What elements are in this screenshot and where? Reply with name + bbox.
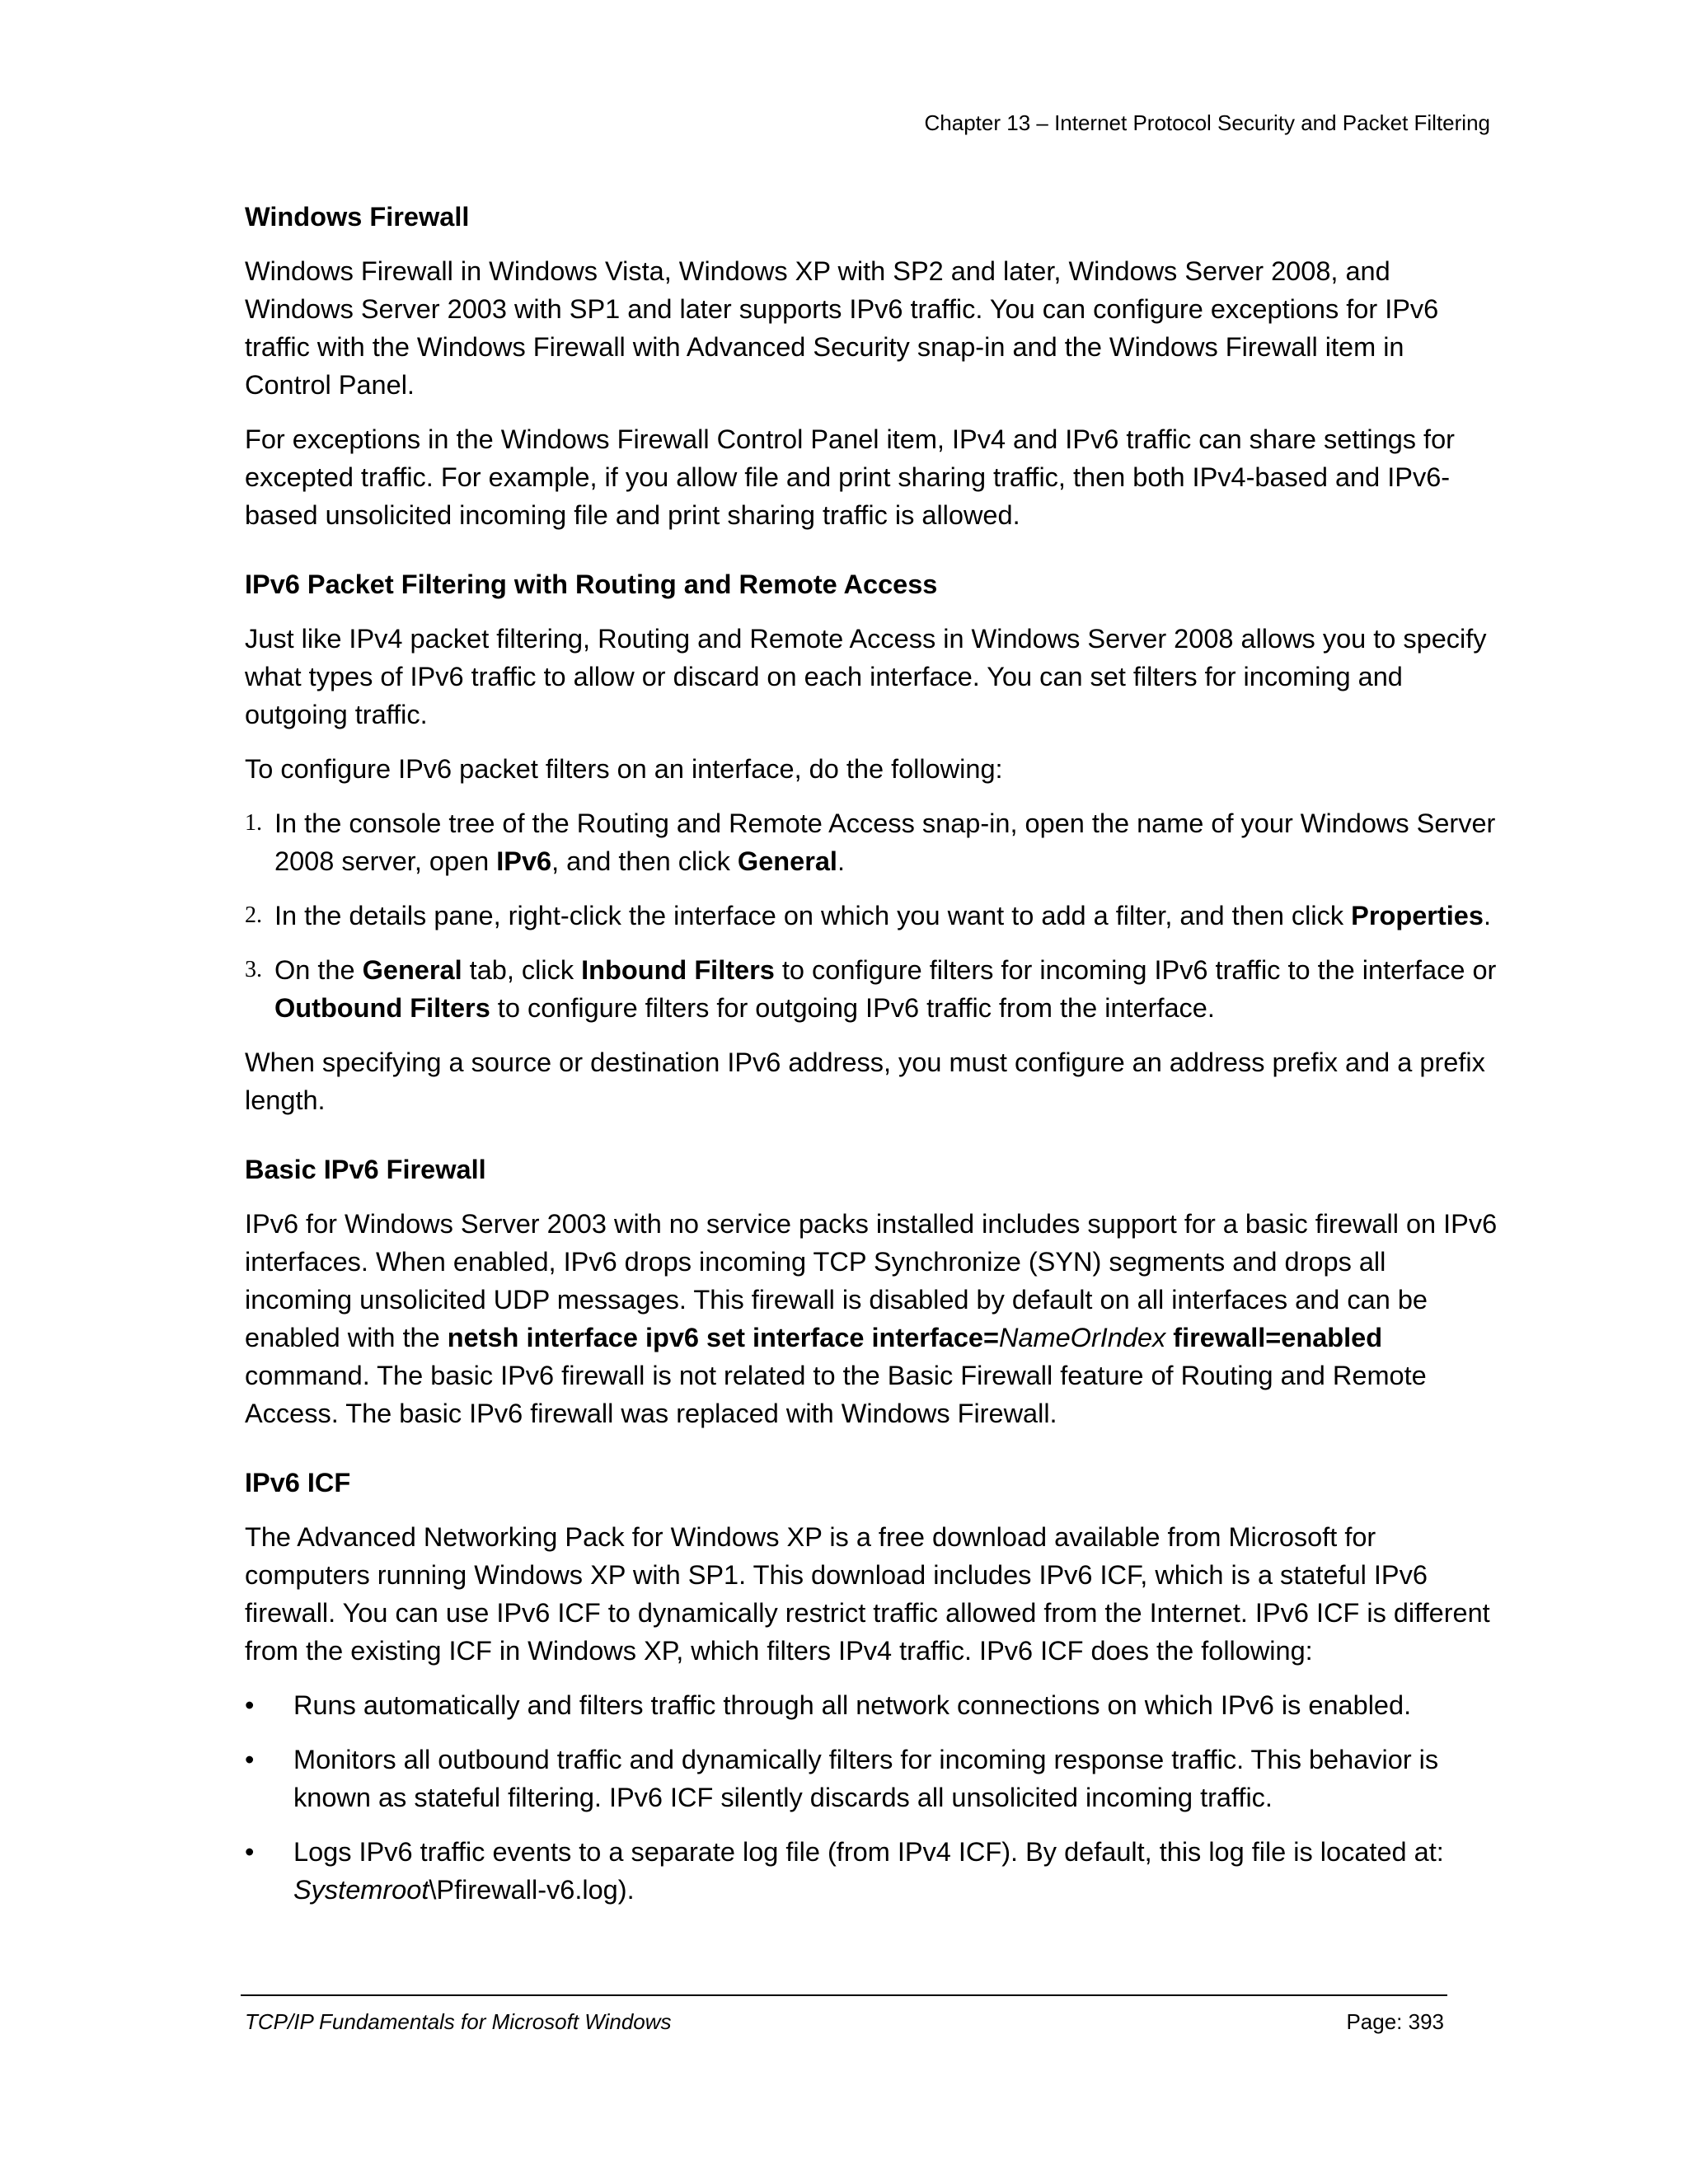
footer-book-title: TCP/IP Fundamentals for Microsoft Windows xyxy=(245,2009,672,2034)
bullet-text: Runs automatically and filters traffic through all network connections on which IPv6 is enabled. xyxy=(293,1690,1412,1720)
bullet-list xyxy=(245,1686,1498,1909)
ui-term: General xyxy=(362,955,462,985)
step-text: . xyxy=(837,846,845,876)
step-text: to configure filters for outgoing IPv6 traffic from the interface. xyxy=(490,993,1215,1023)
list-item xyxy=(245,1741,1498,1816)
page-body xyxy=(245,198,1498,1925)
bullet-icon: • xyxy=(245,1745,255,1774)
paragraph: To configure IPv6 packet filters on an interface, do the following: xyxy=(245,754,1003,784)
step-text: In the details pane, right-click the interface on which you want to add a filter, and then click xyxy=(274,901,1352,930)
ui-term: General xyxy=(737,846,837,876)
paragraph: The Advanced Networking Pack for Windows XP is a free download available from Microsoft for computers running Windows XP with SP1. This download includes IPv6 ICF, which is a stateful IPv6 firewall. You can use IPv6 ICF to dynamically restrict traffic allowed from the Internet. IPv6 ICF is different from the existing ICF in Windows XP, which filters IPv4 traffic. IPv6 ICF does the following: xyxy=(245,1522,1490,1666)
bullet-text: Monitors all outbound traffic and dynamically filters for incoming response traffic. This behavior is known as stateful filtering. IPv6 ICF silently discards all unsolicited incoming traffic. xyxy=(293,1745,1439,1812)
list-item-step-1 xyxy=(245,804,1498,880)
bullet-icon: • xyxy=(245,1837,255,1867)
ui-term: Properties xyxy=(1351,901,1484,930)
ui-term: Outbound Filters xyxy=(274,993,490,1023)
ui-term: Inbound Filters xyxy=(581,955,775,985)
step-number: 3. xyxy=(245,957,262,982)
step-text: In the console tree of the Routing and Remote Access snap-in, open the name of your Windows Server 2008 server, open xyxy=(274,808,1496,876)
steps-list xyxy=(245,804,1498,1027)
ui-term: IPv6 xyxy=(496,846,552,876)
list-item xyxy=(245,1686,1498,1724)
paragraph xyxy=(245,1205,1498,1432)
step-number: 1. xyxy=(245,810,262,836)
footer-page-number: Page: 393 xyxy=(1346,2009,1444,2034)
paragraph-text: IPv6 for Windows Server 2003 with no service packs installed includes support for a basic firewall on IPv6 interfaces. When enabled, IPv6 drops incoming TCP Synchronize (SYN) segments and drops all incoming unsolicited UDP messages. This firewall is disabled by default on all interfaces and can be enabled with the xyxy=(245,1209,1498,1352)
command-text: netsh interface ipv6 set interface interface= xyxy=(447,1323,999,1352)
paragraph: For exceptions in the Windows Firewall Control Panel item, IPv4 and IPv6 traffic can share settings for excepted traffic. For example, if you allow file and print sharing traffic, then both IPv4-based and IPv6-based unsolicited incoming file and print sharing traffic is allowed. xyxy=(245,424,1455,530)
running-header: Chapter 13 – Internet Protocol Security and Packet Filtering xyxy=(924,110,1490,135)
step-text: tab, click xyxy=(462,955,582,985)
step-text: On the xyxy=(274,955,363,985)
paragraph: When specifying a source or destination IPv6 address, you must configure an address prefix and a prefix length. xyxy=(245,1047,1485,1115)
paragraph: Windows Firewall in Windows Vista, Windows XP with SP2 and later, Windows Server 2008, and Windows Server 2003 with SP1 and later supports IPv6 traffic. You can configure exceptions for IPv6 traffic with the Windows Firewall with Advanced Security snap-in and the Windows Firewall item in Control Panel. xyxy=(245,256,1439,400)
list-item-step-3 xyxy=(245,951,1498,1027)
step-number: 2. xyxy=(245,902,262,928)
list-item xyxy=(245,1833,1498,1909)
heading-windows-firewall: Windows Firewall xyxy=(245,202,470,232)
paragraph-text: command. The basic IPv6 firewall is not related to the Basic Firewall feature of Routing and Remote Access. The basic IPv6 firewall was replaced with Windows Firewall. xyxy=(245,1361,1427,1428)
step-text: . xyxy=(1483,901,1491,930)
command-text: firewall=enabled xyxy=(1165,1323,1383,1352)
heading-basic-firewall: Basic IPv6 Firewall xyxy=(245,1155,486,1184)
list-item-step-2 xyxy=(245,897,1498,935)
command-parameter: NameOrIndex xyxy=(998,1323,1166,1352)
step-text: , and then click xyxy=(551,846,738,876)
bullet-text: Logs IPv6 traffic events to a separate log file (from IPv4 ICF). By default, this log file is located at: xyxy=(293,1837,1444,1867)
paragraph: Just like IPv4 packet filtering, Routing and Remote Access in Windows Server 2008 allows you to specify what types of IPv6 traffic to allow or discard on each interface. You can set filters for incoming and outgoing traffic. xyxy=(245,624,1487,729)
heading-packet-filtering: IPv6 Packet Filtering with Routing and Remote Access xyxy=(245,569,938,599)
heading-ipv6-icf: IPv6 ICF xyxy=(245,1468,351,1497)
bullet-text: \Pfirewall-v6.log). xyxy=(429,1875,635,1905)
bullet-icon: • xyxy=(245,1690,255,1720)
footer-divider xyxy=(241,1994,1447,1996)
step-text: to configure filters for incoming IPv6 traffic to the interface or xyxy=(774,955,1497,985)
path-variable: Systemroot xyxy=(293,1875,429,1905)
